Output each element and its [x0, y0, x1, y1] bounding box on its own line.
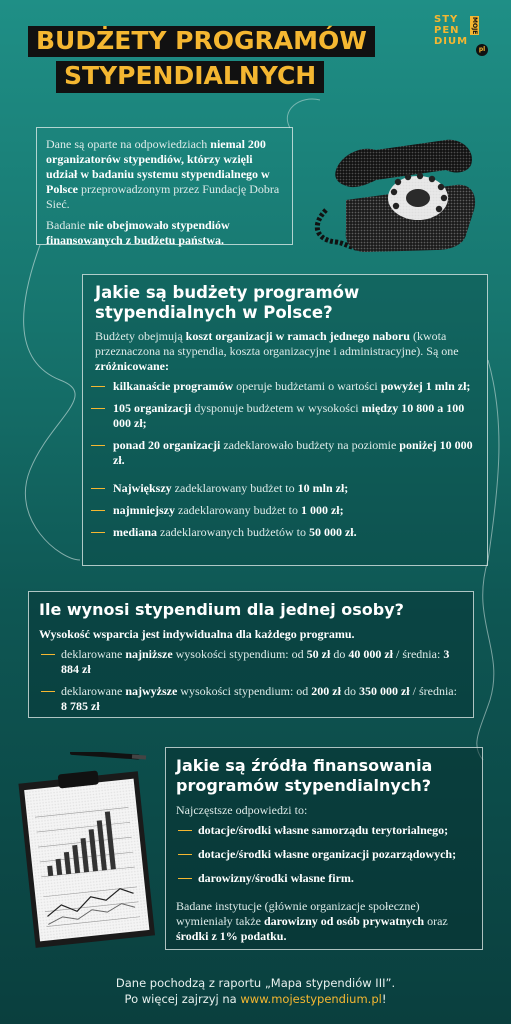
list-item: ponad 20 organizacji zadeklarowało budżety na poziomie poniżej 10 000 zł. — [95, 438, 475, 468]
logo-row-3: DIUM — [434, 36, 469, 47]
logo-pl-badge: pl — [476, 44, 488, 56]
clipboard-chart-illustration — [12, 752, 162, 952]
list-item: 105 organizacji dysponuje budżetem w wysokości między 10 800 a 100 000 zł; — [95, 401, 475, 431]
list-item: najmniejszy zadeklarowany budżet to 1 000 zł; — [95, 503, 475, 518]
per-person-heading: Ile wynosi stypendium dla jednej osoby? — [39, 600, 404, 619]
logo-row-1: STY — [434, 14, 459, 25]
footer-more: Po więcej zajrzyj na www.mojestypendium.pl! — [124, 992, 387, 1006]
title-line-1: BUDŻETY PROGRAMÓW — [28, 26, 375, 57]
sources-note: Badane instytucje (głównie organizacje społeczne) wymieniały także darowizny od osób prywatnych oraz środki z 1% podatku. — [176, 899, 448, 943]
list-item: kilkanaście programów operuje budżetami o wartości powyżej 1 mln zł; — [95, 379, 475, 394]
footer-source: Dane pochodzą z raportu „Mapa stypendiów III”. — [115, 976, 396, 990]
budgets-box — [82, 274, 488, 566]
budgets-list-1 — [95, 379, 475, 468]
pen-icon — [70, 752, 146, 760]
per-person-lead: Wysokość wsparcia jest indywidualna dla każdego programu. — [39, 627, 355, 641]
list-item: Największy zadeklarowany budżet to 10 mln zł; — [95, 481, 475, 496]
rotary-phone-illustration — [306, 130, 486, 260]
budgets-list-2 — [95, 481, 475, 540]
per-person-list — [39, 647, 463, 714]
title-line-2: STYPENDIALNYCH — [56, 61, 324, 92]
list-item: dotacje/środki własne samorządu terytorialnego; — [176, 823, 472, 838]
list-item: mediana zadeklarowanych budżetów to 50 000 zł. — [95, 525, 475, 540]
list-item: dotacje/środki własne organizacji pozarządowych; — [176, 847, 472, 862]
website-link[interactable]: www.mojestypendium.pl — [240, 992, 382, 1006]
list-item: darowizny/środki własne firm. — [176, 871, 472, 886]
budgets-lead: Budżety obejmują koszt organizacji w ramach jednego naboru (kwota przeznaczona na stypendia, koszta organizacyjne i administracyjne). Są one zróżnicowane: — [95, 329, 459, 373]
sources-heading: Jakie są źródła finansowania programów stypendialnych? — [176, 756, 433, 795]
moje-stypendium-logo[interactable] — [434, 14, 494, 60]
intro-paragraph-1: Dane są oparte na odpowiedziach niemal 200 organizatorów stypendiów, którzy wzięli udział w badaniu systemu stypendialnego w Polsce przeprowadzonym przez Fundację Dobra Sieć. — [46, 137, 280, 211]
sources-box — [165, 747, 483, 950]
budgets-heading: Jakie są budżety programów stypendialnych w Polsce? — [95, 283, 360, 322]
list-item: deklarowane najwyższe wysokości stypendium: od 200 zł do 350 000 zł / średnia: 8 785 zł — [39, 684, 463, 714]
logo-row-2: PEN — [434, 25, 460, 36]
logo-moje: MOJE — [471, 17, 478, 35]
sources-lead: Najczęstsze odpowiedzi to: — [176, 803, 308, 817]
intro-box — [36, 127, 293, 245]
page-title — [28, 26, 375, 93]
intro-paragraph-2: Badanie nie obejmowało stypendiów finansowanych z budżetu państwa. — [46, 218, 230, 247]
per-person-box — [28, 591, 474, 718]
sources-list — [176, 823, 472, 886]
list-item: deklarowane najniższe wysokości stypendium: od 50 zł do 40 000 zł / średnia: 3 884 zł — [39, 647, 463, 677]
footer — [0, 975, 511, 1007]
